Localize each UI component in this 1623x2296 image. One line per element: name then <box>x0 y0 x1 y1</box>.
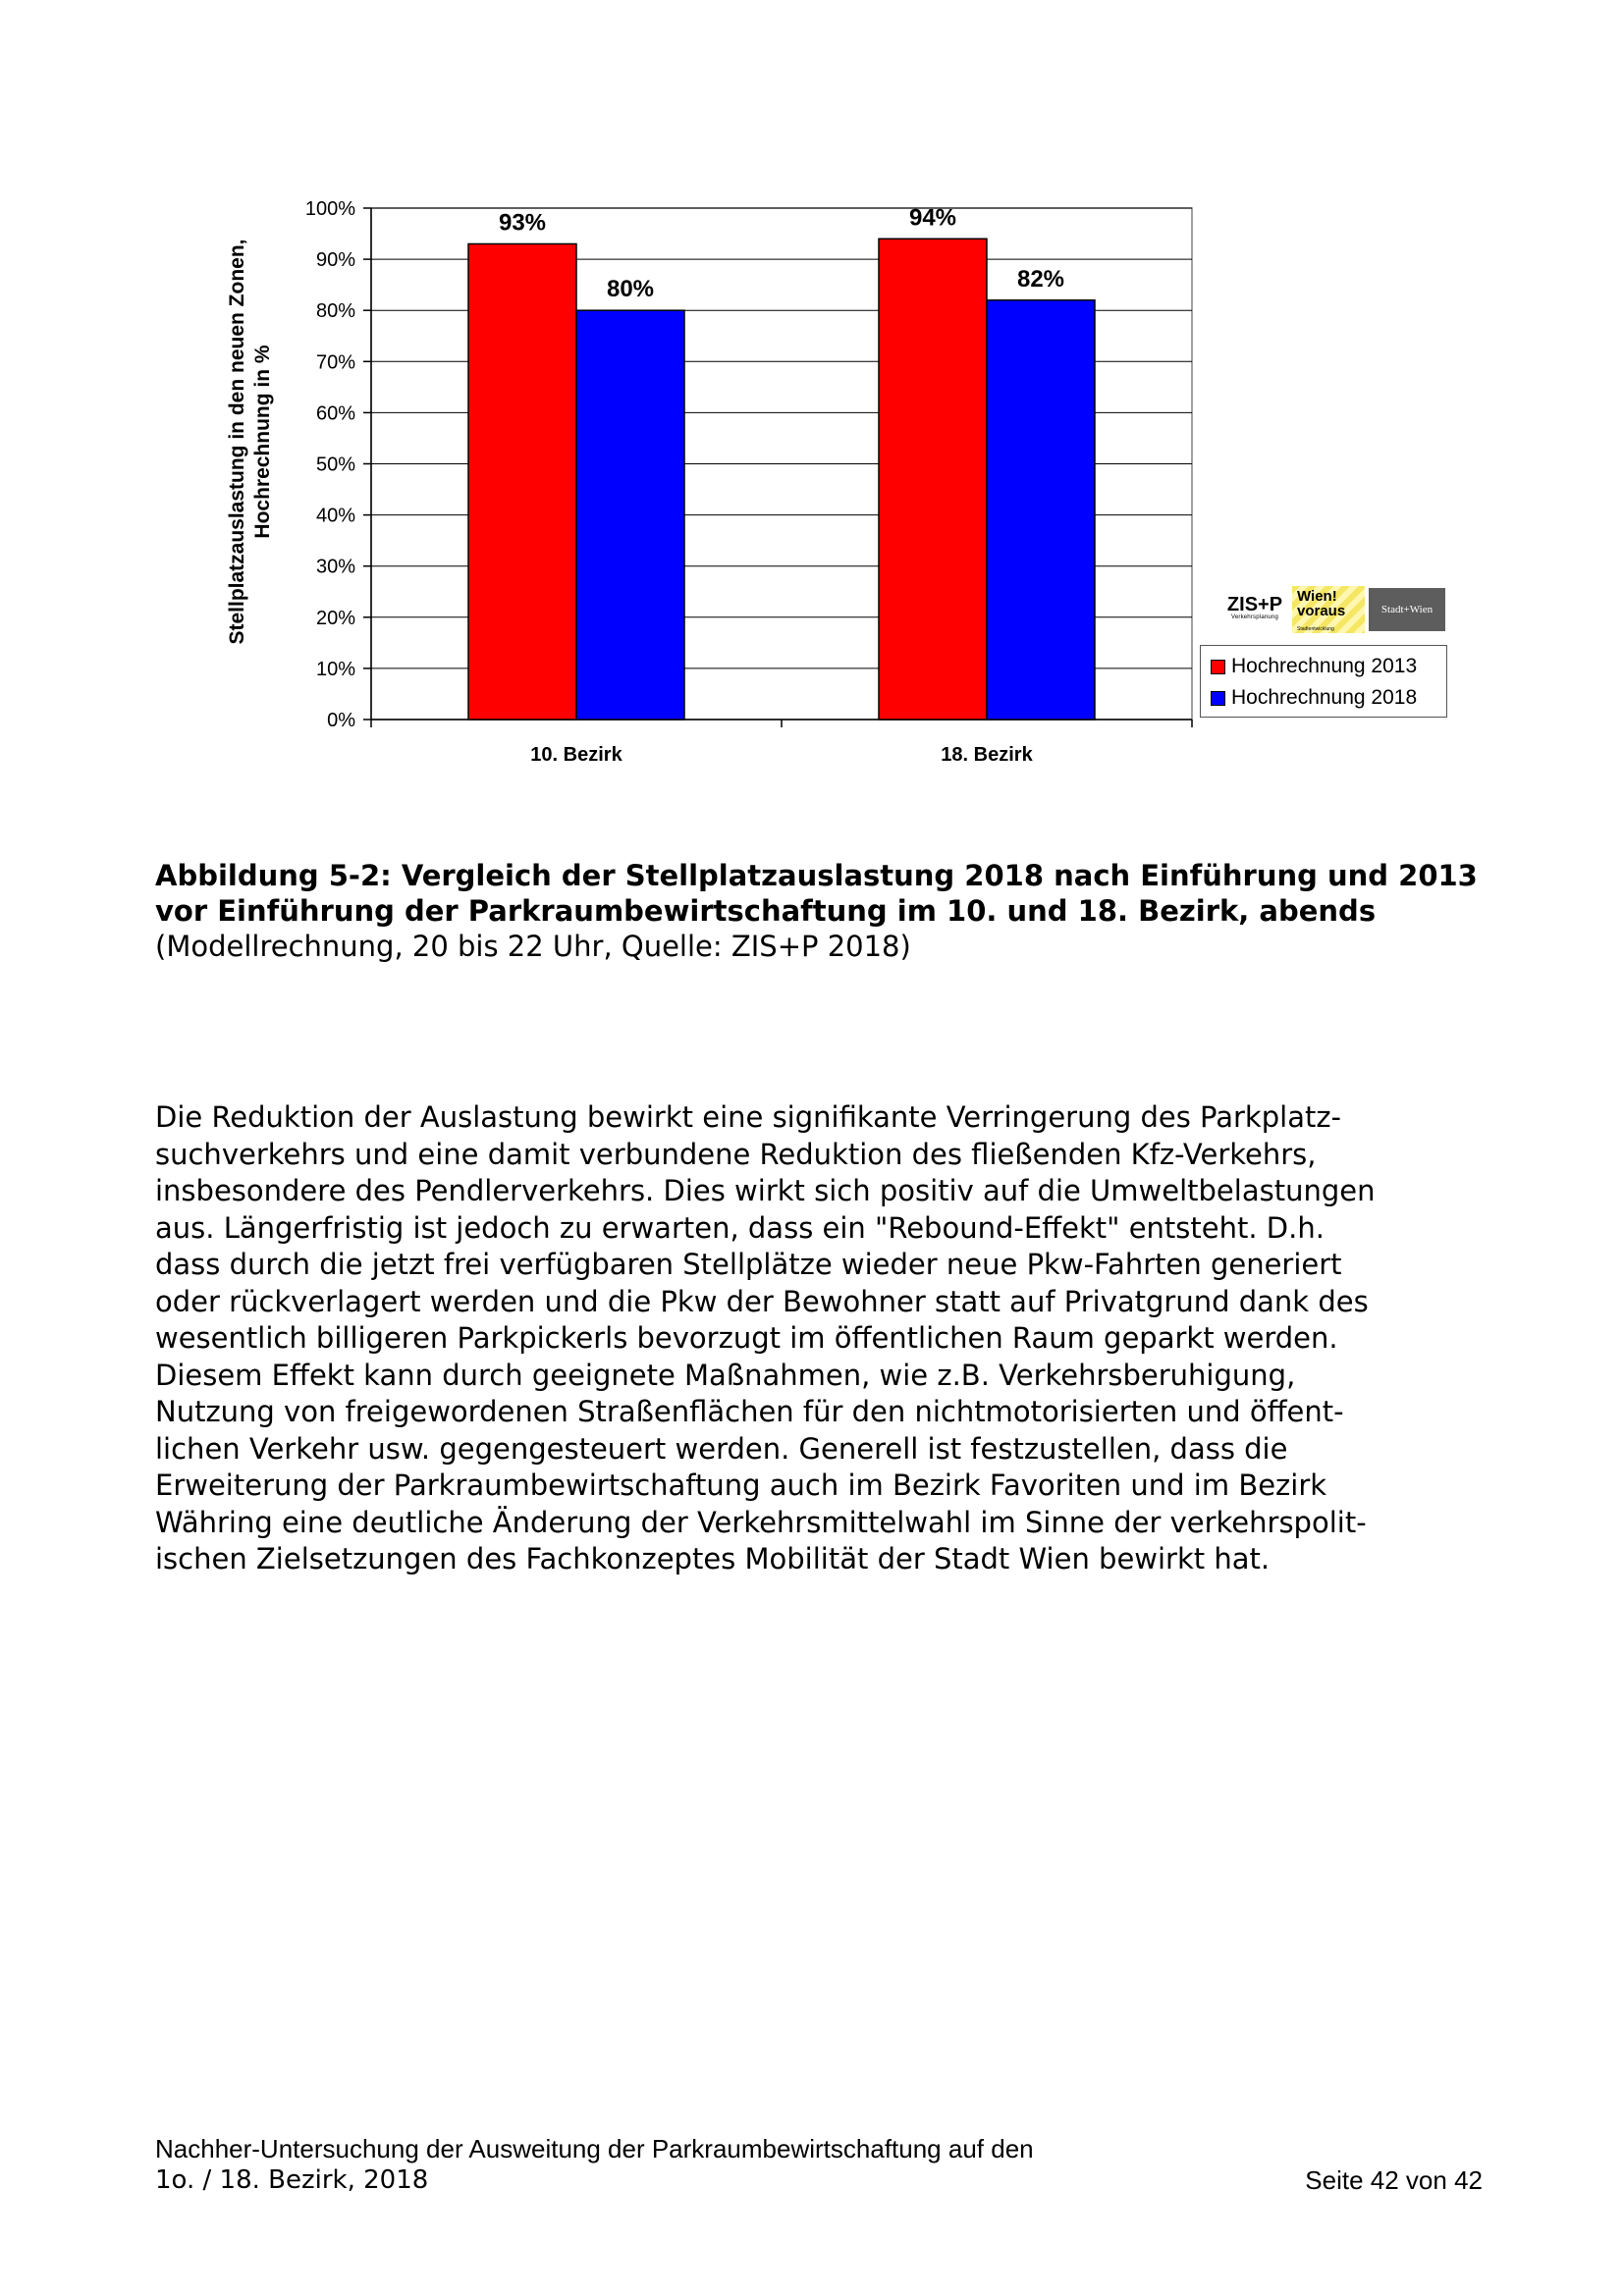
y-tick-label: 60% <box>315 402 355 425</box>
bar-hochrechnung-2018-0 <box>576 310 684 720</box>
zis-logo <box>1219 594 1290 627</box>
data-label: 80% <box>606 276 655 303</box>
bar-hochrechnung-2018-1 <box>987 300 1095 720</box>
logo-strip <box>1216 586 1445 633</box>
y-tick-label: 20% <box>315 607 355 629</box>
wien-logo-line1: Wien! <box>1297 588 1337 605</box>
zis-logo-text: ZIS+P <box>1226 594 1283 615</box>
x-category-label: 18. Bezirk <box>941 744 1033 766</box>
page-footer <box>155 2133 1137 2196</box>
figure-caption <box>155 858 1490 964</box>
legend-item-2013 <box>1211 654 1417 679</box>
page-number: Seite 42 von 42 <box>1305 2165 1483 2195</box>
bar-hochrechnung-2013-1 <box>879 239 987 720</box>
stadt-wien-logo <box>1369 588 1445 631</box>
wien-voraus-logo <box>1292 586 1365 633</box>
chart-legend <box>1200 645 1447 718</box>
legend-swatch-2018 <box>1211 691 1225 706</box>
y-tick-label: 70% <box>315 351 355 374</box>
x-category-label: 10. Bezirk <box>530 744 622 766</box>
y-axis-title-line2: Hochrechnung in % <box>251 345 274 539</box>
legend-label-2018: Hochrechnung 2018 <box>1231 686 1418 709</box>
footer-subtitle: 1o. / 18. Bezirk, 2018 <box>155 2165 429 2195</box>
y-tick-label: 50% <box>315 454 355 476</box>
footer-title: Nachher-Untersuchung der Ausweitung der Parkraumbewirtschaftung auf den <box>155 2134 1034 2163</box>
y-axis-title <box>196 177 304 707</box>
y-tick-label: 30% <box>315 556 355 578</box>
bar-hochrechnung-2013-0 <box>468 243 576 720</box>
wien-logo-line2: voraus <box>1297 603 1346 619</box>
body-paragraph: Die Reduktion der Auslastung bewirkt eine signifikante Verringerung des Parkplatz- suchverkehrs und eine damit verbundene Reduktion des fließenden Kfz-Verkehrs, insbesondere des Pendlerverkehrs. Dies wirkt sich positiv auf die Umweltbelastungen aus. Längerfristig ist jedoch zu erwarten, dass ein "Rebound-Effekt" entsteht. D.h. dass durch die jetzt frei verfügbaren Stellplätze wieder neue Pkw-Fahrten generiert oder rückverlagert werden und die Pkw der Bewohner statt auf Privatgrund dank des wesentlich billigeren Parkpickerls bevorzugt im öffentlichen Raum geparkt werden. Diesem Effekt kann durch geeignete Maßnahmen, wie z.B. Verkehrsberuhigung, Nutzung von freigewordenen Straßenflächen für den nichtmotorisierten und öffent- lichen Verkehr usw. gegengesteuert werden. Generell ist festzustellen, dass die Erweiterung der Parkraumbewirtschaftung auch im Bezirk Favoriten und im Bezirk Währing eine deutliche Änderung der Verkehrsmittelwahl im Sinne der verkehrspolit- ischen Zielsetzungen des Fachkonzeptes Mobilität der Stadt Wien bewirkt hat. <box>155 1100 1376 1575</box>
y-tick-label: 10% <box>315 658 355 680</box>
zis-logo-subtext: Verkehrsplanung <box>1230 614 1279 620</box>
y-axis-title-line1: Stellplatzauslastung in den neuen Zonen, <box>226 239 248 645</box>
legend-swatch-2013 <box>1211 660 1225 674</box>
y-tick-label: 40% <box>315 505 355 527</box>
legend-item-2018 <box>1211 685 1417 711</box>
y-tick-label: 0% <box>327 710 355 731</box>
wien-logo-subtext: Stadtentwicklung <box>1297 626 1334 632</box>
figure-caption-title: Abbildung 5-2: Vergleich der Stellplatzauslastung 2018 nach Einführung und 2013 vor Einführung der Parkraumbewirtschaftung im 10. und 18. Bezirk, abends <box>155 859 1478 928</box>
data-label: 93% <box>498 209 547 237</box>
legend-label-2013: Hochrechnung 2013 <box>1231 655 1418 677</box>
data-label: 82% <box>1016 265 1065 293</box>
data-label: 94% <box>908 204 957 232</box>
y-tick-label: 90% <box>315 249 355 272</box>
y-tick-label: 100% <box>304 198 355 220</box>
y-tick-label: 80% <box>315 300 355 323</box>
figure-caption-source: (Modellrechnung, 20 bis 22 Uhr, Quelle: ZIS+P 2018) <box>155 930 911 963</box>
stadt-wien-logo-text: Stadt+Wien <box>1380 604 1434 615</box>
